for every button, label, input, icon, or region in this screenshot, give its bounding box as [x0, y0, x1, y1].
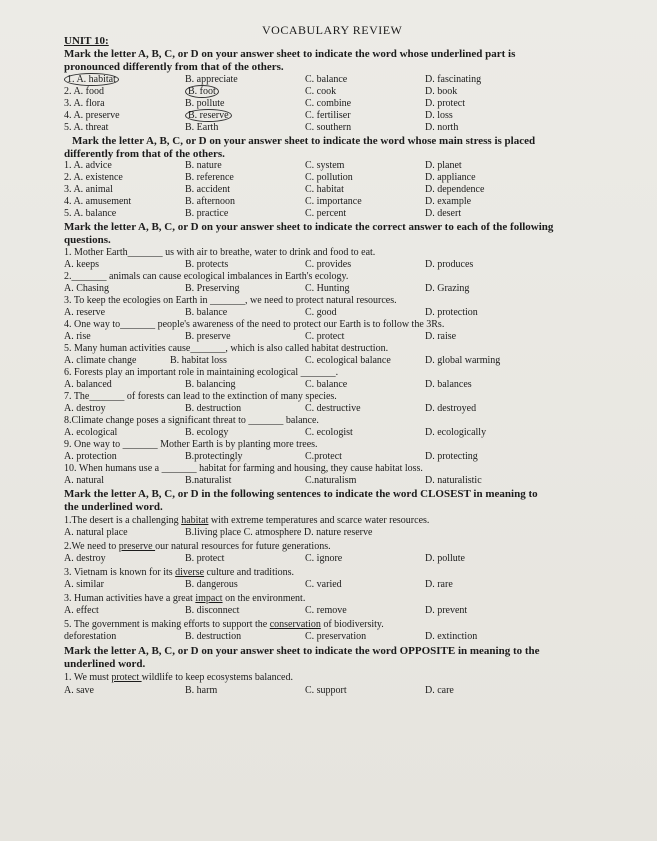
answer-option[interactable]: B. balance — [185, 307, 228, 318]
stress-1b[interactable]: B. nature — [185, 160, 222, 171]
underlined-word: protect — [111, 672, 142, 683]
answer-option[interactable]: C. ecological balance — [305, 355, 391, 366]
section3-instruction: Mark the letter A, B, C, or D on your answer sheet to indicate the correct answer to each of the following — [64, 221, 554, 233]
unit-heading: UNIT 10: — [64, 35, 109, 47]
question-text: 6. Forests play an important role in maintaining ecological _______. — [64, 367, 339, 378]
underlined-word: conservation — [269, 619, 321, 630]
stress-2a[interactable]: 2. A. existence — [64, 172, 123, 183]
section4-instruction: Mark the letter A, B, C, or D in the following sentences to indicate the word CLOSEST in meaning to — [64, 488, 538, 500]
answer-option[interactable]: A. natural place — [64, 527, 128, 538]
stress-1a[interactable]: 1. A. advice — [64, 160, 112, 171]
answer-option[interactable]: C. remove — [305, 605, 347, 616]
question-text: 1. We must protect wildlife to keep ecosystems balanced. — [64, 672, 293, 683]
section3-instruction-cont: questions. — [64, 234, 111, 246]
answer-option[interactable]: B.living place C. atmosphere D. nature reserve — [185, 527, 373, 538]
answer-option[interactable]: C. Hunting — [305, 283, 350, 294]
question-text: 1.The desert is a challenging habitat with extreme temperatures and scarce water resources. — [64, 515, 430, 526]
section5-instruction-cont: underlined word. — [64, 658, 146, 670]
option-5c[interactable]: C. southern — [305, 122, 352, 133]
stress-2d[interactable]: D. appliance — [425, 172, 476, 183]
answer-option[interactable]: D. extinction — [425, 631, 478, 642]
section1-instruction-cont: pronounced differently from that of the others. — [64, 61, 284, 73]
section2-instruction: Mark the letter A, B, C, or D on your answer sheet to indicate the word whose main stress is placed — [72, 135, 536, 147]
answer-option[interactable]: A. save — [64, 685, 94, 696]
answer-option[interactable]: B. harm — [185, 685, 218, 696]
stress-5c[interactable]: C. percent — [305, 208, 347, 219]
option-4c[interactable]: C. fertiliser — [305, 110, 351, 121]
answer-option[interactable]: A. ecological — [64, 427, 118, 438]
question-text: 3. To keep the ecologies on Earth in _______, we need to protect natural resources. — [64, 295, 397, 306]
answer-option[interactable]: D. prevent — [425, 605, 468, 616]
stress-3d[interactable]: D. dependence — [425, 184, 485, 195]
question-text: 9. One way to _______ Mother Earth is by planting more trees. — [64, 439, 318, 450]
answer-option[interactable]: A. natural — [64, 475, 104, 486]
stress-3b[interactable]: B. accident — [185, 184, 230, 195]
question-text: 1. Mother Earth_______ us with air to breathe, water to drink and food to eat. — [64, 247, 376, 258]
option-4b[interactable]: B. reserve — [185, 109, 232, 122]
question-text: 7. The_______ of forests can lead to the extinction of many species. — [64, 391, 337, 402]
section2-instruction-cont: differently from that of the others. — [64, 148, 225, 160]
answer-option[interactable]: D. destroyed — [425, 403, 477, 414]
question-text: 10. When humans use a _______ habitat for farming and housing, they cause habitat loss. — [64, 463, 423, 474]
answer-option[interactable]: B.protectingly — [185, 451, 243, 462]
stress-5a[interactable]: 5. A. balance — [64, 208, 117, 219]
answer-option[interactable]: C. provides — [305, 259, 352, 270]
answer-option[interactable]: D. ecologically — [425, 427, 487, 438]
answer-option[interactable]: D. produces — [425, 259, 474, 270]
answer-option[interactable]: A. effect — [64, 605, 99, 616]
answer-option[interactable]: B. ecology — [185, 427, 229, 438]
answer-option[interactable]: deforestation — [64, 631, 117, 642]
option-3b[interactable]: B. pollute — [185, 98, 225, 109]
answer-option[interactable]: B. balancing — [185, 379, 236, 390]
stress-5d[interactable]: D. desert — [425, 208, 462, 219]
option-4a[interactable]: 4. A. preserve — [64, 110, 120, 121]
answer-option[interactable]: C. support — [305, 685, 347, 696]
stress-2c[interactable]: C. pollution — [305, 172, 353, 183]
answer-option[interactable]: C. varied — [305, 579, 342, 590]
answer-option[interactable]: B. destruction — [185, 403, 242, 414]
answer-option[interactable]: D. protection — [425, 307, 478, 318]
question-text: 8.Climate change poses a significant threat to _______ balance. — [64, 415, 319, 426]
answer-option[interactable]: B. habitat loss — [170, 355, 227, 366]
answer-option[interactable]: A. climate change — [64, 355, 137, 366]
stress-1d[interactable]: D. planet — [425, 160, 462, 171]
underlined-word: diverse — [175, 567, 205, 578]
underlined-word: preserve — [118, 541, 156, 552]
answer-option[interactable]: A. similar — [64, 579, 104, 590]
stress-4c[interactable]: C. importance — [305, 196, 362, 207]
question-text: 2._______ animals can cause ecological imbalances in Earth's ecology. — [64, 271, 349, 282]
page-title: VOCABULARY REVIEW — [262, 23, 403, 37]
answer-option[interactable]: D. naturalistic — [425, 475, 482, 486]
option-2b[interactable]: B. foot — [185, 85, 219, 98]
option-5d[interactable]: D. north — [425, 122, 459, 133]
question-text: 5. The government is making efforts to support the conservation of biodiversity. — [64, 619, 384, 630]
option-4d[interactable]: D. loss — [425, 110, 453, 121]
stress-2b[interactable]: B. reference — [185, 172, 234, 183]
answer-option[interactable]: D. rare — [425, 579, 453, 590]
answer-option[interactable]: C. good — [305, 307, 337, 318]
answer-option[interactable]: B. dangerous — [185, 579, 238, 590]
answer-option[interactable]: A. protection — [64, 451, 117, 462]
option-3a[interactable]: 3. A. flora — [64, 98, 105, 109]
answer-option[interactable]: D. care — [425, 685, 454, 696]
answer-option[interactable]: C. ignore — [305, 553, 343, 564]
answer-option[interactable]: B. disconnect — [185, 605, 240, 616]
question-text: 5. Many human activities cause_______, which is also called habitat destruction. — [64, 343, 389, 354]
option-1c[interactable]: C. balance — [305, 74, 348, 85]
option-3d[interactable]: D. protect — [425, 98, 465, 109]
option-2a[interactable]: 2. A. food — [64, 86, 104, 97]
answer-option[interactable]: B. protects — [185, 259, 229, 270]
answer-option[interactable]: B. preserve — [185, 331, 231, 342]
answer-option[interactable]: D. Grazing — [425, 283, 470, 294]
option-1d[interactable]: D. fascinating — [425, 74, 482, 85]
question-text: 3. Vietnam is known for its diverse culture and traditions. — [64, 567, 295, 578]
answer-option[interactable]: A. destroy — [64, 553, 106, 564]
answer-option[interactable]: C. preservation — [305, 631, 367, 642]
option-1a[interactable]: 1. A. habitat — [64, 73, 119, 86]
stress-1c[interactable]: C. system — [305, 160, 345, 171]
answer-option[interactable]: A. rise — [64, 331, 91, 342]
stress-3c[interactable]: C. habitat — [305, 184, 344, 195]
answer-option[interactable]: C. ecologist — [305, 427, 353, 438]
answer-option[interactable]: C. destructive — [305, 403, 361, 414]
stress-4b[interactable]: B. afternoon — [185, 196, 235, 207]
answer-option[interactable]: C. protect — [305, 331, 345, 342]
underlined-word: habitat — [181, 515, 209, 526]
answer-option[interactable]: D. pollute — [425, 553, 465, 564]
option-5a[interactable]: 5. A. threat — [64, 122, 109, 133]
answer-option[interactable]: D. balances — [425, 379, 472, 390]
answer-option[interactable]: B. Preserving — [185, 283, 240, 294]
question-text: 3. Human activities have a great impact on the environment. — [64, 593, 306, 604]
option-2d[interactable]: D. book — [425, 86, 458, 97]
option-2c[interactable]: C. cook — [305, 86, 337, 97]
answer-option[interactable]: B. protect — [185, 553, 225, 564]
answer-option[interactable]: D. protecting — [425, 451, 478, 462]
answer-option[interactable]: D. raise — [425, 331, 457, 342]
option-3c[interactable]: C. combine — [305, 98, 352, 109]
question-text: 4. One way to_______ people's awareness of the need to protect our Earth is to follow the 3Rs. — [64, 319, 445, 330]
stress-3a[interactable]: 3. A. animal — [64, 184, 113, 195]
answer-option[interactable]: C.naturalism — [305, 475, 357, 486]
answer-option[interactable]: B. destruction — [185, 631, 242, 642]
section1-instruction: Mark the letter A, B, C, or D on your answer sheet to indicate the word whose underlined part is — [64, 48, 516, 60]
option-1b[interactable]: B. appreciate — [185, 74, 238, 85]
answer-option[interactable]: A. keeps — [64, 259, 99, 270]
section5-instruction: Mark the letter A, B, C, or D on your answer sheet to indicate the word OPPOSITE in meaning to the — [64, 645, 540, 657]
question-text: 2.We need to preserve our natural resources for future generations. — [64, 541, 331, 552]
answer-option[interactable]: C.protect — [305, 451, 342, 462]
answer-option[interactable]: C. balance — [305, 379, 348, 390]
answer-option[interactable]: A. reserve — [64, 307, 106, 318]
stress-5b[interactable]: B. practice — [185, 208, 229, 219]
stress-4a[interactable]: 4. A. amusement — [64, 196, 132, 207]
option-5b[interactable]: B. Earth — [185, 122, 219, 133]
answer-option[interactable]: A. Chasing — [64, 283, 109, 294]
answer-option[interactable]: B.naturalist — [185, 475, 232, 486]
answer-option[interactable]: A. balanced — [64, 379, 112, 390]
answer-option[interactable]: D. global warming — [425, 355, 501, 366]
stress-4d[interactable]: D. example — [425, 196, 472, 207]
answer-option[interactable]: A. destroy — [64, 403, 106, 414]
section4-instruction-cont: the underlined word. — [64, 501, 163, 513]
underlined-word: impact — [195, 593, 223, 604]
